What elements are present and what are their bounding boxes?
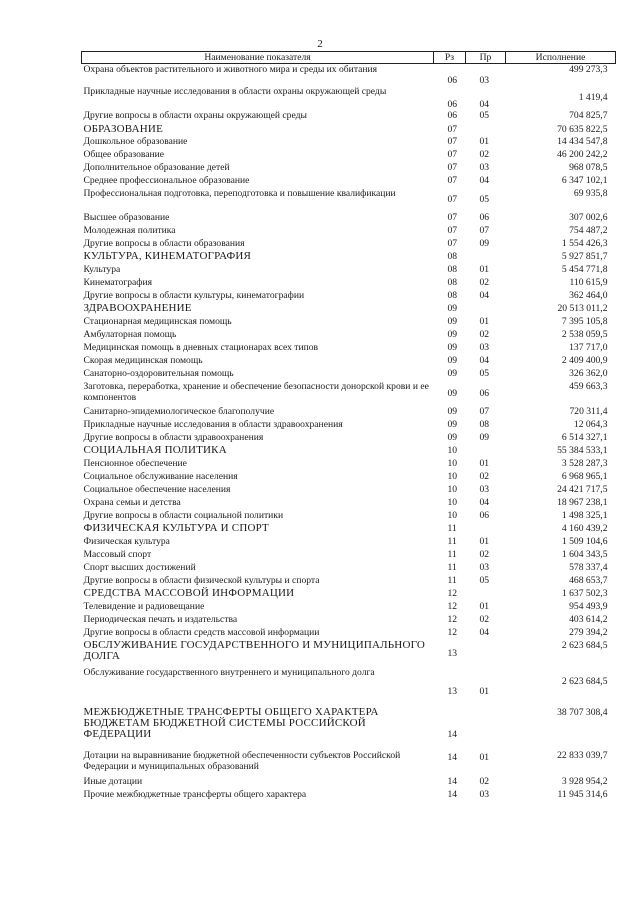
row-rz-code: 08	[447, 276, 458, 288]
row-value: 468 653,7	[569, 574, 608, 586]
row-rz-code: 07	[447, 237, 458, 249]
row-rz-code: 10	[447, 470, 458, 482]
row-name: Среднее профессиональное образование	[83, 174, 250, 186]
row-value: 6 968 965,1	[561, 470, 608, 482]
row-pr-code: 07	[479, 405, 490, 417]
row-pr-code: 03	[479, 341, 490, 353]
row-name: СОЦИАЛЬНАЯ ПОЛИТИКА	[83, 443, 227, 456]
row-pr-code: 02	[479, 548, 490, 560]
row-rz-code: 09	[447, 315, 458, 327]
row-pr-code: 01	[479, 135, 490, 147]
row-name: Санаторно-оздоровительная помощь	[83, 367, 234, 379]
row-rz-code: 09	[447, 405, 458, 417]
row-name: ФИЗИЧЕСКАЯ КУЛЬТУРА И СПОРТ	[83, 521, 269, 534]
row-pr-code: 09	[479, 431, 490, 443]
table-row	[82, 536, 616, 549]
row-rz-code: 06	[447, 74, 458, 86]
row-value: 14 434 547,8	[557, 135, 608, 147]
table-row	[82, 225, 616, 238]
row-pr-code: 07	[479, 224, 490, 236]
row-rz-code: 06	[447, 109, 458, 121]
table-row	[82, 484, 616, 497]
row-value: 5 927 851,7	[561, 250, 608, 262]
row-rz-code: 06	[447, 98, 458, 110]
table-row	[82, 471, 616, 484]
row-value: 1 554 426,3	[561, 237, 608, 249]
table-row	[82, 776, 616, 789]
row-name: Физическая культура	[83, 535, 170, 547]
row-rz-code: 10	[447, 509, 458, 521]
row-rz-code: 09	[447, 341, 458, 353]
header-rz: Рз	[434, 52, 466, 64]
row-rz-code: 07	[447, 123, 458, 135]
row-pr-code: 06	[479, 509, 490, 521]
row-pr-code: 02	[479, 328, 490, 340]
row-value: 326 362,0	[569, 367, 608, 379]
row-rz-code: 07	[447, 211, 458, 223]
row-name: Другие вопросы в области социальной политики	[83, 509, 284, 521]
row-value: 1 604 343,5	[561, 548, 608, 560]
row-value: 38 707 308,4	[557, 706, 608, 718]
row-name: Прикладные научные исследования в области здравоохранения	[83, 418, 343, 430]
table-row	[82, 212, 616, 225]
table-row	[82, 136, 616, 149]
row-rz-code: 08	[447, 263, 458, 275]
table-row	[82, 277, 616, 290]
row-rz-code: 14	[447, 788, 458, 800]
row-name: Охрана семьи и детства	[83, 496, 181, 508]
row-rz-code: 11	[447, 535, 457, 547]
table-row	[82, 162, 616, 175]
table-row	[82, 110, 616, 124]
table-row	[82, 355, 616, 368]
row-pr-code: 03	[479, 483, 490, 495]
table-row	[82, 740, 616, 776]
row-value: 578 337,4	[569, 561, 608, 573]
row-name: Скорая медицинская помощь	[83, 354, 203, 366]
row-pr-code: 04	[479, 496, 490, 508]
table-row	[82, 406, 616, 419]
row-value: 70 635 822,5	[557, 123, 608, 135]
row-rz-code: 08	[447, 289, 458, 301]
section-row	[82, 523, 616, 536]
row-pr-code: 04	[479, 354, 490, 366]
row-pr-code: 05	[479, 574, 490, 586]
row-rz-code: 07	[447, 161, 458, 173]
row-value: 55 384 533,1	[557, 444, 608, 456]
row-name: Амбулаторная помощь	[83, 328, 177, 340]
page-number: 2	[317, 38, 323, 50]
row-value: 2 538 059,5	[561, 328, 608, 340]
row-rz-code: 12	[447, 613, 458, 625]
row-rz-code: 09	[447, 302, 458, 314]
row-value: 954 493,9	[569, 600, 608, 612]
row-value: 2 623 684,5	[561, 676, 608, 687]
row-value: 1 637 502,3	[561, 587, 608, 599]
row-name: Охрана объектов растительного и животного мира и среды их обитания	[83, 64, 378, 75]
row-rz-code: 13	[447, 685, 458, 697]
row-value: 2 623 684,5	[561, 639, 608, 651]
table-body	[82, 64, 616, 802]
row-name: Культура	[83, 263, 121, 275]
table-row	[82, 238, 616, 251]
table-row	[82, 432, 616, 445]
row-rz-code: 11	[447, 561, 457, 573]
row-pr-code: 03	[479, 788, 490, 800]
row-value: 459 663,3	[569, 380, 608, 392]
row-pr-code	[466, 303, 506, 316]
row-name: Дошкольное образование	[83, 135, 188, 147]
row-name: МЕЖБЮДЖЕТНЫЕ ТРАНСФЕРТЫ ОБЩЕГО ХАРАКТЕРА БЮДЖЕТАМ БЮДЖЕТНОЙ СИСТЕМЫ РОССИЙСКОЙ ФЕДЕРАЦИИ	[83, 705, 379, 740]
table-row	[82, 86, 616, 110]
row-pr-code: 01	[479, 685, 490, 697]
row-value: 46 200 242,2	[557, 148, 608, 160]
row-value: 968 078,5	[569, 161, 608, 173]
section-row	[82, 588, 616, 601]
table-row	[82, 575, 616, 588]
row-value: 22 833 039,7	[557, 749, 608, 761]
row-rz-code: 09	[447, 328, 458, 340]
row-pr-code	[466, 588, 506, 601]
row-name: Другие вопросы в области здравоохранения	[83, 431, 264, 443]
row-pr-code: 09	[479, 237, 490, 249]
row-name: Телевидение и радиовещание	[83, 600, 205, 612]
row-pr-code: 03	[479, 561, 490, 573]
row-pr-code: 02	[479, 470, 490, 482]
table-row	[82, 549, 616, 562]
row-name: Другие вопросы в области средств массовой информации	[83, 626, 320, 638]
row-name: Медицинская помощь в дневных стационарах всех типов	[83, 341, 319, 353]
header-value: Исполнение	[506, 52, 616, 64]
row-name: Другие вопросы в области охраны окружающей среды	[83, 109, 307, 121]
row-name: Прочие межбюджетные трансферты общего характера	[83, 788, 307, 800]
row-name: Общее образование	[83, 148, 165, 160]
section-row	[82, 697, 616, 740]
budget-table	[81, 51, 616, 802]
table-row	[82, 64, 616, 86]
row-rz-code: 11	[447, 522, 457, 534]
row-value: 2 409 400,9	[561, 354, 608, 366]
row-pr-code: 05	[479, 367, 490, 379]
row-value: 3 928 954,2	[561, 775, 608, 787]
table-row	[82, 316, 616, 329]
row-pr-code	[466, 697, 506, 740]
row-value: 362 464,0	[569, 289, 608, 301]
row-pr-code: 04	[479, 98, 490, 110]
table-row	[82, 510, 616, 523]
row-pr-code: 02	[479, 148, 490, 160]
row-value: 24 421 717,5	[557, 483, 608, 495]
row-value: 6 347 102,1	[561, 174, 608, 186]
row-pr-code: 01	[479, 752, 490, 763]
row-value: 1 419,4	[578, 92, 608, 103]
row-value: 720 311,4	[569, 405, 608, 417]
table-row	[82, 627, 616, 640]
row-rz-code: 14	[447, 728, 458, 740]
table-row	[82, 175, 616, 188]
row-name: Дотации на выравнивание бюджетной обеспеченности субъектов Российской Федерации и муниципальных образований	[83, 749, 401, 772]
table-row	[82, 290, 616, 303]
row-pr-code: 06	[479, 387, 490, 399]
row-name: Другие вопросы в области образования	[83, 237, 245, 249]
table-row	[82, 614, 616, 627]
row-pr-code: 01	[479, 457, 490, 469]
row-rz-code: 09	[447, 418, 458, 430]
row-value: 11 945 314,6	[557, 788, 608, 800]
table-header-row	[82, 52, 616, 64]
row-rz-code: 09	[447, 387, 458, 399]
row-value: 7 395 105,8	[561, 315, 608, 327]
row-value: 12 064,3	[573, 418, 608, 430]
row-pr-code	[466, 445, 506, 458]
section-row	[82, 445, 616, 458]
row-pr-code: 03	[479, 161, 490, 173]
row-name: Социальное обеспечение населения	[83, 483, 231, 495]
row-pr-code: 04	[479, 289, 490, 301]
row-name: Молодежная политика	[83, 224, 176, 236]
row-rz-code: 12	[447, 587, 458, 599]
row-pr-code	[466, 251, 506, 264]
row-rz-code: 14	[447, 752, 458, 763]
row-pr-code	[466, 523, 506, 536]
row-rz-code: 10	[447, 483, 458, 495]
row-value: 3 528 287,3	[561, 457, 608, 469]
row-name: Профессиональная подготовка, переподготовка и повышение квалификации	[83, 187, 396, 199]
row-value: 4 160 439,2	[561, 522, 608, 534]
table-row	[82, 342, 616, 355]
row-rz-code: 07	[447, 194, 458, 205]
row-name: Заготовка, переработка, хранение и обеспечение безопасности донорской крови и ее компонентов	[83, 380, 429, 403]
row-rz-code: 11	[447, 548, 457, 560]
row-value: 499 273,3	[569, 64, 608, 75]
row-value: 1 509 104,6	[561, 535, 608, 547]
row-rz-code: 10	[447, 496, 458, 508]
row-rz-code: 11	[447, 574, 457, 586]
row-name: ОБРАЗОВАНИЕ	[83, 122, 163, 135]
row-pr-code: 06	[479, 211, 490, 223]
row-pr-code: 01	[479, 600, 490, 612]
row-name: Периодическая печать и издательства	[83, 613, 238, 625]
row-rz-code: 12	[447, 626, 458, 638]
row-rz-code: 09	[447, 431, 458, 443]
section-row	[82, 303, 616, 316]
row-rz-code: 08	[447, 250, 458, 262]
row-name: Высшее образование	[83, 211, 170, 223]
row-rz-code: 12	[447, 600, 458, 612]
row-value: 704 825,7	[569, 109, 608, 121]
row-rz-code: 14	[447, 775, 458, 787]
row-rz-code: 07	[447, 224, 458, 236]
row-pr-code: 04	[479, 174, 490, 186]
row-name: СРЕДСТВА МАССОВОЙ ИНФОРМАЦИИ	[83, 586, 295, 599]
table-row	[82, 419, 616, 432]
table-row	[82, 497, 616, 510]
row-value: 110 615,9	[569, 276, 608, 288]
table-row	[82, 329, 616, 342]
row-rz-code: 10	[447, 457, 458, 469]
table-row	[82, 149, 616, 162]
row-name: Санитарно-эпидемиологическое благополучие	[83, 405, 275, 417]
row-name: Другие вопросы в области физической культуры и спорта	[83, 574, 320, 586]
row-value: 137 717,0	[569, 341, 608, 353]
section-row	[82, 124, 616, 136]
row-name: Дополнительное образование детей	[83, 161, 230, 173]
section-row	[82, 251, 616, 264]
row-value: 6 514 327,1	[561, 431, 608, 443]
row-pr-code: 05	[479, 194, 490, 205]
row-name: Другие вопросы в области культуры, кинематографии	[83, 289, 305, 301]
row-pr-code	[466, 124, 506, 136]
row-value: 18 967 238,1	[557, 496, 608, 508]
table-row	[82, 458, 616, 471]
row-name: Пенсионное обеспечение	[83, 457, 187, 469]
row-name: Социальное обслуживание населения	[83, 470, 238, 482]
row-rz-code: 09	[447, 354, 458, 366]
row-name: Прикладные научные исследования в области охраны окружающей среды	[83, 85, 387, 97]
table-row	[82, 381, 616, 406]
row-pr-code: 01	[479, 535, 490, 547]
row-name: Обслуживание государственного внутреннего и муниципального долга	[83, 666, 375, 678]
table-row	[82, 601, 616, 614]
row-name: ЗДРАВООХРАНЕНИЕ	[83, 301, 192, 314]
table-row	[82, 368, 616, 381]
row-value: 69 935,8	[573, 187, 608, 199]
row-pr-code: 01	[479, 263, 490, 275]
row-name: Спорт высших достижений	[83, 561, 196, 573]
row-name: Массовый спорт	[83, 548, 152, 560]
table-row	[82, 667, 616, 697]
row-name: КУЛЬТУРА, КИНЕМАТОГРАФИЯ	[83, 249, 252, 262]
row-pr-code: 02	[479, 775, 490, 787]
row-pr-code: 08	[479, 418, 490, 430]
row-pr-code: 02	[479, 613, 490, 625]
row-name: Стационарная медицинская помощь	[83, 315, 232, 327]
row-rz-code: 07	[447, 174, 458, 186]
header-name: Наименование показателя	[82, 52, 434, 64]
section-row	[82, 640, 616, 667]
row-rz-code: 10	[447, 444, 458, 456]
row-value: 279 394,2	[569, 626, 608, 638]
row-name: Кинематография	[83, 276, 153, 288]
row-name: Иные дотации	[83, 775, 143, 787]
row-pr-code: 01	[479, 315, 490, 327]
row-pr-code: 05	[479, 109, 490, 121]
table-row	[82, 188, 616, 212]
table-row	[82, 789, 616, 802]
row-value: 20 513 011,2	[557, 302, 608, 314]
header-pr: Пр	[466, 52, 506, 64]
row-rz-code: 07	[447, 148, 458, 160]
row-value: 1 498 325,1	[561, 509, 608, 521]
row-rz-code: 07	[447, 135, 458, 147]
row-value: 754 487,2	[569, 224, 608, 236]
row-pr-code	[466, 640, 506, 667]
row-rz-code: 13	[447, 647, 458, 659]
row-name: ОБСЛУЖИВАНИЕ ГОСУДАРСТВЕННОГО И МУНИЦИПАЛЬНОГО ДОЛГА	[83, 638, 426, 662]
table-row	[82, 264, 616, 277]
row-pr-code: 04	[479, 626, 490, 638]
row-value: 307 002,6	[569, 211, 608, 223]
row-pr-code: 03	[479, 74, 490, 86]
row-value: 5 454 771,8	[561, 263, 608, 275]
row-rz-code: 09	[447, 367, 458, 379]
row-pr-code: 02	[479, 276, 490, 288]
row-value: 403 614,2	[569, 613, 608, 625]
table-row	[82, 562, 616, 575]
